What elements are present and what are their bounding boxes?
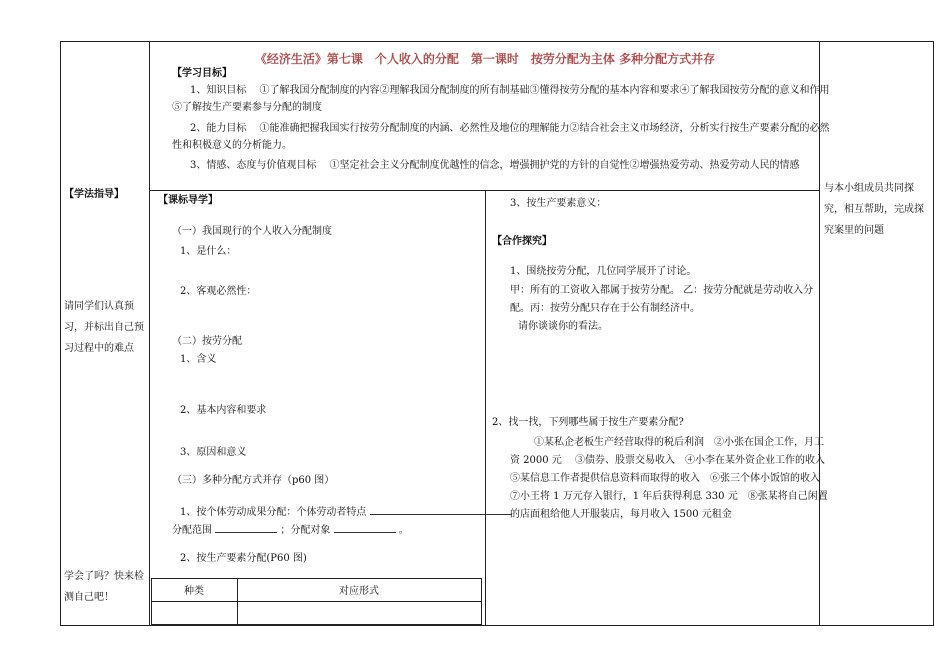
guide-s3-q1-line1 — [180, 504, 512, 520]
table-cell-empty[interactable] — [151, 602, 237, 624]
distribution-scope-label: 分配范围 — [172, 525, 212, 536]
objective-ability: 2、能力目标 ①能准确把握我国实行按劳分配制度的内涵、必然性及地位的理解能力②结合社会主义市场经济，分析实行按生产要素分配的必然 — [190, 123, 830, 134]
cooperate-q2-line3: ⑤某信息工作者提供信息资料而取得的收入 ⑥张三个体小饭馆的收入 — [510, 473, 820, 484]
guide-s2-q3: 3、原因和意义 — [180, 447, 247, 458]
distribution-object-label: ；分配对象 — [280, 525, 331, 536]
objective-knowledge-cont: ⑤了解按生产要素参与分配的制度 — [172, 102, 322, 113]
cooperate-q1-line2: 甲：所有的工资收入都属于按劳分配。 乙：按劳分配就是劳动收入分 — [510, 285, 814, 296]
guide-s3-q1-line2 — [172, 522, 409, 538]
frame-bottom — [60, 625, 934, 626]
objectives-header: 【学习目标】 — [172, 68, 232, 79]
method-header: 【学法指导】 — [64, 189, 124, 200]
cooperate-q2-line4: ⑦小王将 1 万元存入银行，1 年后获得利息 330 元 ⑧张某将自己闲置 — [510, 491, 828, 502]
group-work-note: 与本小组成员共同探究，相互帮助，完成探究案里的问题 — [824, 183, 924, 236]
objective-knowledge: 1、知识目标 ①了解我国分配制度的内容②理解我国分配制度的所有制基础③懂得按劳分配的基本内容和要求④了解我国按劳分配的意义和作用 — [190, 85, 830, 96]
factor-table — [151, 578, 482, 625]
guide-section-1: （一）我国现行的个人收入分配制度 — [172, 226, 332, 237]
objective-emotion: 3、情感、态度与价值观目标 ①坚定社会主义分配制度优越性的信念，增强拥护党的方针的自觉性②增强热爱劳动、热爱劳动人民的情感 — [190, 160, 800, 171]
preview-note: 请同学们认真预习，并标出自己预习过程中的难点 — [64, 301, 144, 354]
table-cell-empty[interactable] — [238, 602, 481, 624]
guide-section-3: （三）多种分配方式并存（p60 图） — [172, 475, 335, 486]
guide-section-2: （二）按劳分配 — [172, 336, 242, 347]
guide-header: 【课标导学】 — [158, 195, 218, 206]
period: 。 — [398, 525, 409, 536]
cooperate-header: 【合作探究】 — [492, 236, 552, 247]
page-title: 《经济生活》第七课 个人收入的分配 第一课时 按劳分配为主体 多种分配方式并存 — [254, 52, 716, 66]
cooperate-q2-line1: ①某私企老板生产经营取得的税后利润 ②小张在国企工作，月工 — [534, 437, 824, 448]
cooperate-q1-line4: 请你谈谈你的看法。 — [518, 321, 608, 332]
frame-right — [933, 41, 934, 626]
distribution-object-blank[interactable] — [334, 522, 396, 533]
guide-s2-q1: 1、含义 — [180, 354, 217, 365]
objective-ability-cont: 性和积极意义的分析能力。 — [172, 140, 292, 151]
guide-s3-q1-text: 1、按个体劳动成果分配：个体劳动者特点 — [180, 507, 367, 518]
cooperate-q1-line3: 配。丙：按劳分配只存在于公有制经济中。 — [510, 303, 700, 314]
col-divider-left — [149, 41, 150, 626]
factor-significance: 3、按生产要素意义： — [510, 198, 607, 209]
blank-line[interactable] — [370, 504, 512, 515]
guide-s1-q2: 2、客观必然性： — [180, 286, 257, 297]
cooperate-q2-line5: 的店面租给他人开服装店，每月收入 1500 元租金 — [510, 509, 732, 520]
frame-left — [60, 41, 61, 626]
guide-s1-q1: 1、是什么： — [180, 246, 237, 257]
cooperate-q2-title: 2、找一找，下列哪些属于按生产要素分配? — [492, 417, 684, 428]
guide-s2-q2: 2、基本内容和要求 — [180, 405, 267, 416]
cooperate-q1-line1: 1、围绕按劳分配，几位同学展开了讨论。 — [510, 266, 697, 277]
table-header-type: 种类 — [184, 586, 204, 597]
frame-top — [60, 41, 934, 42]
guide-s3-q2: 2、按生产要素分配(P60 图) — [180, 553, 307, 564]
distribution-scope-blank[interactable] — [215, 522, 277, 533]
cooperate-q2-line2: 资 2000 元 ③债券、股票交易收入 ④小李在某外资企业工作的收入 — [510, 455, 825, 466]
table-header-form: 对应形式 — [339, 586, 379, 597]
self-test-note: 学会了吗？快来检测自己吧！ — [64, 571, 144, 603]
middle-divider — [485, 190, 486, 626]
